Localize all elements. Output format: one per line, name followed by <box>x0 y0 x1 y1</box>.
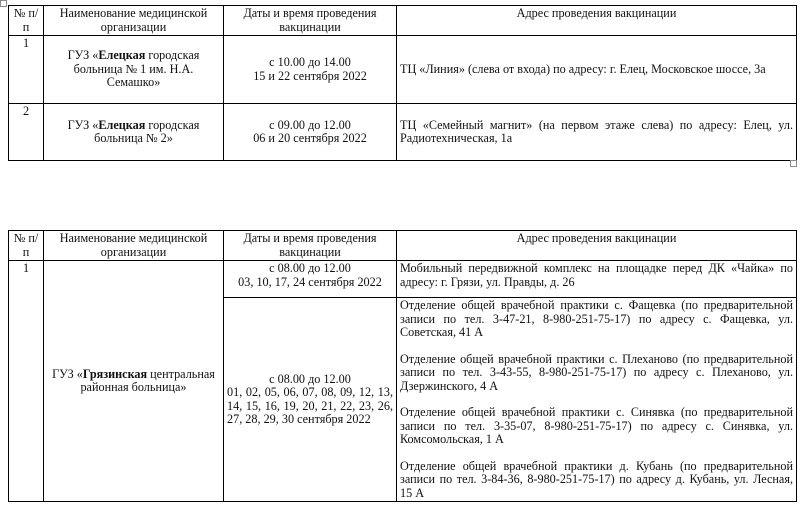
table-resize-handle[interactable] <box>790 160 797 167</box>
header-org: Наименование медицинской организации <box>44 6 224 36</box>
address-cell <box>397 298 797 502</box>
dates-cell: с 10.00 до 14.00 15 и 22 сентября 2022 <box>224 36 397 104</box>
header-dates: Даты и время проведения вакцинации <box>224 6 397 36</box>
header-num: № п/п <box>9 6 44 36</box>
address-paragraph: Отделение общей врачебной практики с. Фащевка (по предварительной записи по тел. 3-47-21, 8-980-251-75-17) по адресу с. Фащевка, ул. Советская, 41 А <box>400 298 793 339</box>
vaccination-table-yelets <box>8 5 797 161</box>
address-paragraph: Отделение общей врачебной практики с. Плеханово (по предварительной записи по тел. 3-43-55, 8-980-251-75-17) по адресу с. Плеханово, ул. Дзержинского, 4 А <box>400 351 793 393</box>
row-num: 1 <box>9 261 44 502</box>
header-org: Наименование медицинской организации <box>44 231 224 261</box>
row-num: 2 <box>9 104 44 161</box>
table-row <box>9 104 797 161</box>
table-move-handle[interactable] <box>0 0 7 7</box>
row-num: 1 <box>9 36 44 104</box>
dates-cell: с 09.00 до 12.00 06 и 20 сентября 2022 <box>224 104 397 161</box>
table-header-row <box>9 6 797 36</box>
header-address: Адрес проведения вакцинации <box>397 231 797 261</box>
header-address: Адрес проведения вакцинации <box>397 6 797 36</box>
org-name-cell: ГУЗ «Елецкая городская больница № 1 им. Н.А. Семашко» <box>44 36 224 104</box>
table-row <box>9 261 797 298</box>
address-paragraph: Отделение общей врачебной практики д. Кубань (по предварительной записи по тел. 3-84-36, 8-980-251-75-17) по адресу д. Кубань, ул. Лесная, 15 А <box>400 458 793 500</box>
header-dates: Даты и время проведения вакцинации <box>224 231 397 261</box>
org-name-cell: ГУЗ «Грязинская центральная районная больница» <box>44 261 224 502</box>
address-paragraph: Отделение общей врачебной практики с. Синявка (по предварительной записи по тел. 3-35-07, 8-980-251-75-17) по адресу с. Синявка, ул. Комсомольская, 1 А <box>400 405 793 446</box>
table-row <box>9 36 797 104</box>
vaccination-table-gryazi <box>8 230 797 502</box>
dates-cell: с 08.00 до 12.00 03, 10, 17, 24 сентября 2022 <box>224 261 397 298</box>
address-cell: Мобильный передвижной комплекс на площадке перед ДК «Чайка» по адресу: г. Грязи, ул. Правды, д. 26 <box>397 261 797 298</box>
table-header-row <box>9 231 797 261</box>
address-cell: ТЦ «Линия» (слева от входа) по адресу: г. Елец, Московское шоссе, 3а <box>397 36 797 104</box>
address-cell: ТЦ «Семейный магнит» (на первом этаже слева) по адресу: Елец, ул. Радиотехническая, 1а <box>397 104 797 161</box>
dates-cell: с 08.00 до 12.00 01, 02, 05, 06, 07, 08, 09, 12, 13, 14, 15, 16, 19, 20, 21, 22, 23, 26, 27, 28, 29, 30 сентября 2022 <box>224 298 397 502</box>
header-num: № п/п <box>9 231 44 261</box>
org-name-cell: ГУЗ «Елецкая городская больница № 2» <box>44 104 224 161</box>
